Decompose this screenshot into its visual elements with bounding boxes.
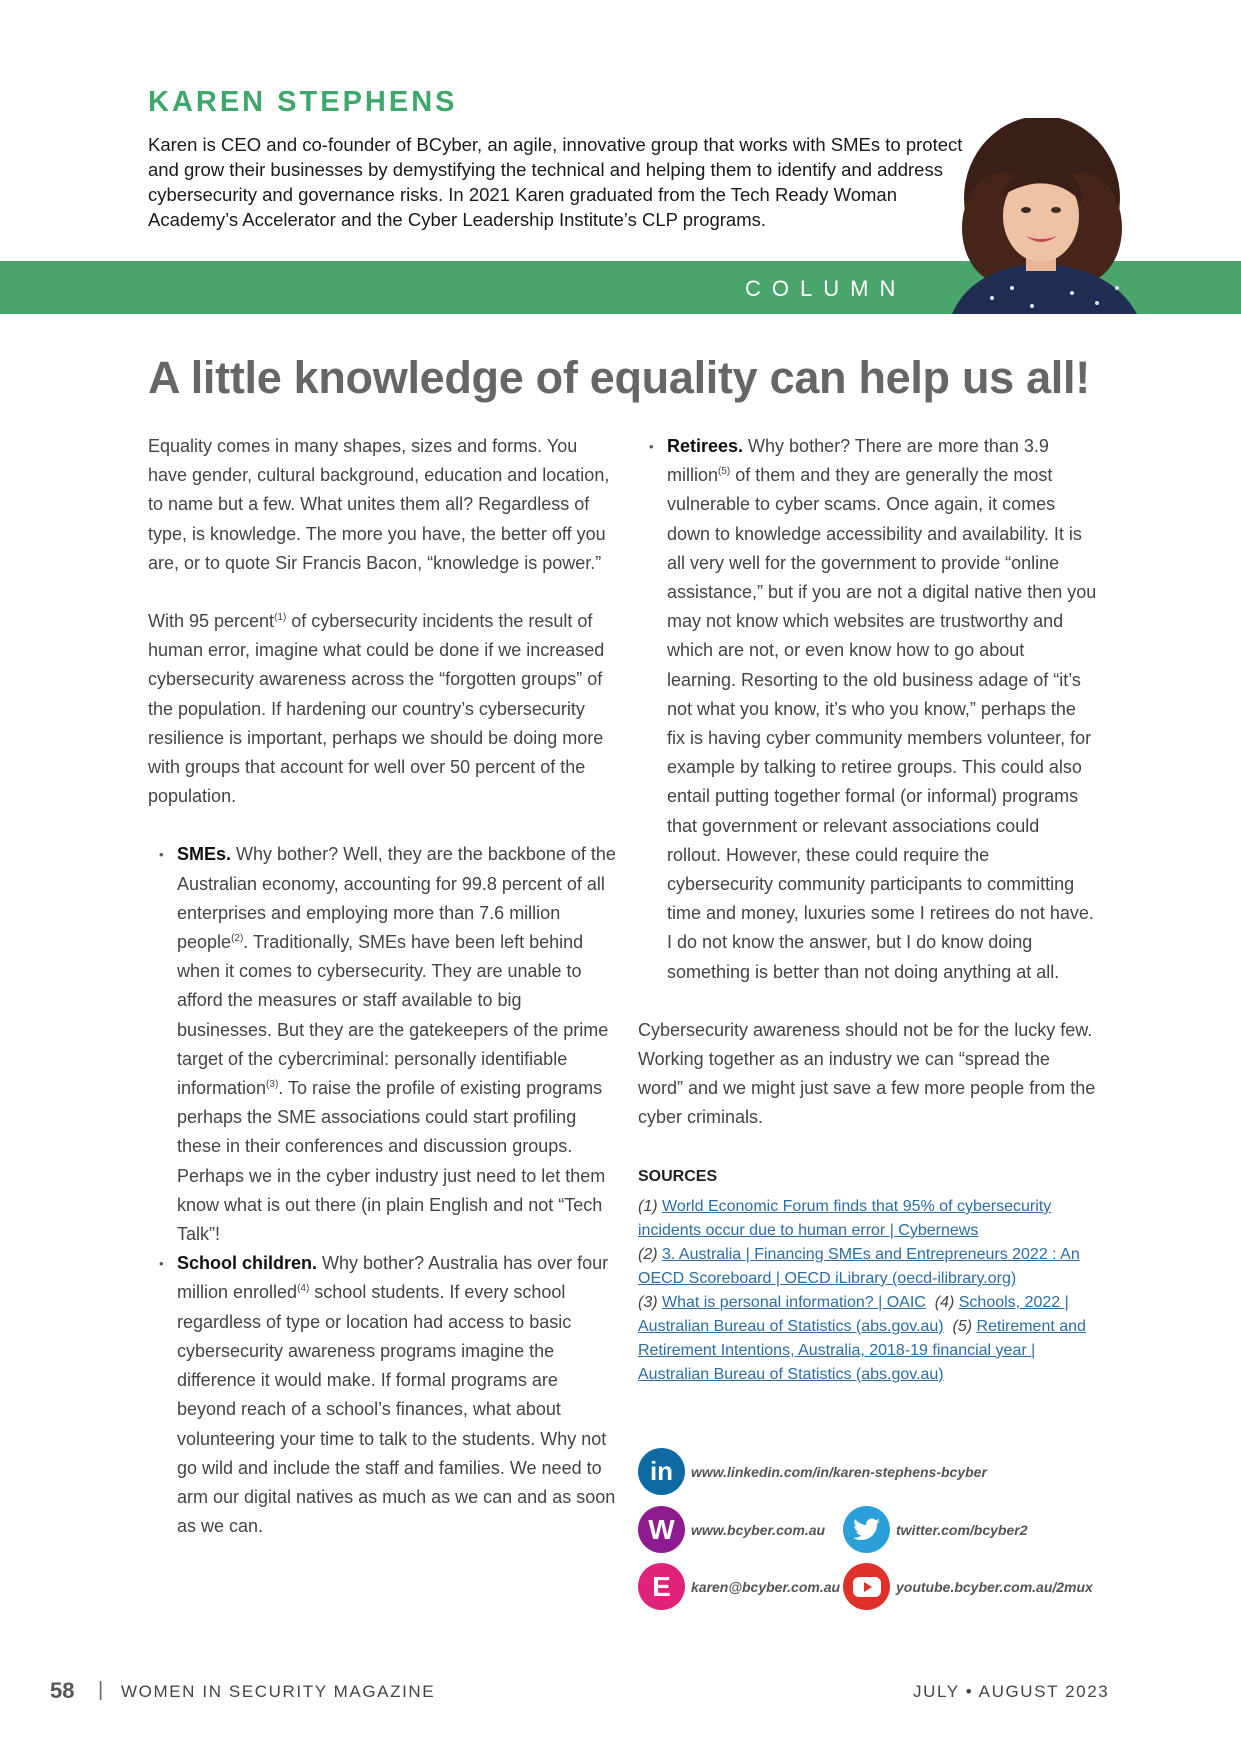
author-portrait [922, 118, 1160, 314]
email-address[interactable]: karen@bcyber.com.au [691, 1578, 841, 1595]
twitter-url[interactable]: twitter.com/bcyber2 [896, 1521, 1028, 1538]
author-bio: Karen is CEO and co-founder of BCyber, an agile, innovative group that works with SMEs to protect and grow their businesses by demystifying the technical and helping them to identify and address cybersecurity and governance risks. In 2021 Karen graduated from the Tech Ready Woman Academy’s Accelerator and the Cyber Leadership Institute’s CLP programs. [148, 134, 963, 230]
human-error-paragraph [148, 607, 618, 811]
text-run: Why bother? There are more than 3.9 million [667, 436, 1049, 486]
author-name: KAREN STEPHENS [148, 86, 458, 118]
linkedin-icon: in [638, 1448, 685, 1495]
text-run: Why bother? Australia has over four million enrolled [177, 1253, 609, 1303]
article-column-left [148, 432, 618, 1570]
section-label: COLUMN [745, 276, 907, 301]
source-num: (1) [638, 1197, 658, 1215]
text-run: of them and they are generally the most vulnerable to cyber scams. Once again, it comes down to knowledge accessibility and availability. It is all very well for the government to provide “online assistance,” but if you are not a digital native then you may not know which websites are trustworthy and which are not, or even know how to go about learning. Resorting to the old business adage of “it’s not what you know, it’s who you know,” perhaps the fix is having cyber community members volunteer, for example by talking to retiree groups. This could also entail putting together formal (or informal) programs that government or relevant associations could rollout. However, these could require the cybersecurity community participants to committing time and money, luxuries some I retirees do not have. I do not know the answer, but I do know doing something is better than not doing anything at all. [667, 465, 1097, 982]
contact-email[interactable] [638, 1563, 840, 1610]
source-link-1[interactable]: World Economic Forum finds that 95% of cybersecurity incidents occur due to human error | Cybernews [638, 1197, 1052, 1239]
source-link-5[interactable]: Retirement and Retirement Intentions, Australia, 2018-19 financial year | Australian Bureau of Statistics (abs.gov.au) [638, 1317, 1086, 1383]
text-run: . Traditionally, SMEs have been left behind when it comes to cybersecurity. They are unable to afford the measures or staff available to big businesses. But they are the gatekeepers of the prime target of the cybercriminal: personally identifiable information [177, 932, 609, 1099]
source-link-4[interactable]: Schools, 2022 | Australian Bureau of Statistics (abs.gov.au) [638, 1293, 1069, 1335]
website-url[interactable]: www.bcyber.com.au [691, 1521, 826, 1538]
linkedin-url[interactable]: www.linkedin.com/in/karen-stephens-bcyber [691, 1463, 987, 1480]
text-run: Why bother? Well, they are the backbone of the Australian economy, accounting for 99.8 percent of all enterprises and employing more than 7.6 million people [177, 844, 616, 953]
groups-list-continued [638, 432, 1098, 987]
footnote-ref-5: (5) [718, 466, 731, 478]
source-num: (3) [638, 1293, 658, 1311]
youtube-icon [843, 1563, 890, 1610]
smes-label: SMEs. [177, 844, 232, 865]
source-link-2[interactable]: 3. Australia | Financing SMEs and Entrepreneurs 2022 : An OECD Scoreboard | OECD iLibrary (oecd-ilibrary.org) [638, 1245, 1080, 1287]
magazine-name: WOMEN IN SECURITY MAGAZINE [121, 1682, 436, 1701]
retirees-label: Retirees. [667, 436, 744, 456]
list-item-retirees [667, 432, 1098, 987]
youtube-url[interactable]: youtube.bcyber.com.au/2mux [896, 1578, 1093, 1595]
contact-twitter[interactable] [843, 1506, 1028, 1553]
closing-paragraph: Cybersecurity awareness should not be for the lucky few. Working together as an industry we can “spread the word” and we might just save a few more people from the cyber criminals. [638, 1019, 1096, 1128]
footnote-ref-2: (2) [231, 933, 244, 945]
text-run: With 95 percent [148, 611, 275, 632]
website-icon: W [638, 1506, 685, 1553]
issue-date: JULY • AUGUST 2023 [913, 1682, 1110, 1701]
article-headline: A little knowledge of equality can help us all! [148, 352, 1090, 403]
email-icon: E [638, 1563, 685, 1610]
source-num: (5) [952, 1317, 973, 1335]
sources-list [638, 1195, 1098, 1387]
list-item-school-children [177, 1249, 618, 1541]
footer-separator: | [98, 1679, 104, 1701]
list-item-smes [177, 840, 618, 1249]
text-run: of cybersecurity incidents the result of human error, imagine what could be done if we increased cybersecurity awareness across the “forgotten groups” of the population. If hardening our country’s cybersecurity resilience is important, perhaps we should be doing more with groups that account for well over 50 percent of the population. [148, 611, 605, 807]
twitter-icon [843, 1506, 890, 1553]
footnote-ref-1: (1) [274, 612, 287, 624]
text-run: school students. If every school regardless of type or location had access to basic cybersecurity awareness programs imagine the difference it would make. If formal programs are beyond reach of a school’s finances, what about volunteering your time to talk to the students. Why not go wild and include the staff and families. We need to arm our digital natives as much as we can and as soon as we can. [177, 1282, 616, 1537]
contact-linkedin[interactable] [638, 1448, 987, 1495]
article-column-right [638, 432, 1098, 1387]
text-run: . To raise the profile of existing programs perhaps the SME associations could start profiling these in their conferences and discussion groups. Perhaps we in the cyber industry just need to let them know what is out there (in plain English and not “Tech Talk”! [177, 1078, 606, 1245]
source-num: (2) [638, 1245, 658, 1263]
school-children-label: School children. [177, 1253, 318, 1274]
source-link-3[interactable]: What is personal information? | OAIC [662, 1293, 926, 1311]
page-number: 58 [50, 1678, 75, 1703]
contact-website[interactable] [638, 1506, 825, 1553]
footnote-ref-4: (4) [297, 1283, 310, 1295]
source-num: (4) [934, 1293, 955, 1311]
footnote-ref-3: (3) [266, 1079, 279, 1091]
intro-paragraph: Equality comes in many shapes, sizes and forms. You have gender, cultural background, education and location, to name but a few. What unites them all? Regardless of type, is knowledge. The more you have, the better off you are, or to quote Sir Francis Bacon, “knowledge is power.” [148, 436, 610, 573]
sources-heading: SOURCES [638, 1167, 718, 1185]
contact-youtube[interactable] [843, 1563, 1093, 1610]
groups-list [148, 840, 618, 1541]
